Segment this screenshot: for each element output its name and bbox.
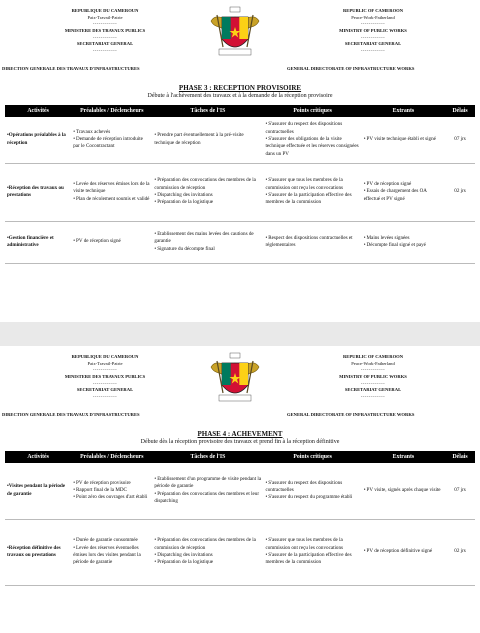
header-left-separator: ------------: [92, 393, 118, 399]
deadline-cell: 02 jrs: [445, 519, 475, 585]
deadline-cell: 02 jrs: [445, 163, 475, 221]
list-item: • Plan de récolement soumis et validé: [73, 196, 150, 203]
column-header: Délais: [445, 451, 475, 463]
deadline-cell: 07 jrs: [445, 117, 475, 163]
prerequisites-cell: [71, 163, 152, 221]
header-right-direction: GENERAL DIRECTORATE OF INFRASTRUCTURE WORKS: [287, 66, 415, 71]
list-item: • PV de réception provisoire: [73, 480, 150, 487]
table-row: [5, 519, 475, 585]
header-right-line: Peace-Work-Fatherland: [351, 14, 395, 20]
list-item: • Essais de chargement des OA effectué et PV signé: [364, 188, 443, 203]
tasks-cell: [152, 163, 263, 221]
phase-table: [5, 451, 475, 586]
header-left-line: REPUBLIQUE DU CAMEROUN: [71, 354, 139, 359]
header-left-separator: ------------: [92, 21, 118, 27]
header-left-line: Paix-Travail-Patrie: [87, 14, 123, 20]
list-item: • Signature du décompte final: [154, 246, 261, 253]
header-left-line: SECRETARIAT GENERAL: [76, 41, 134, 47]
header-left-block: [20, 8, 190, 55]
list-item: • Prendre part éventuellement à la pré-visite technique de réception: [154, 132, 261, 147]
header-right-block: [288, 354, 458, 401]
header-left-line: SECRETARIAT GENERAL: [76, 387, 134, 393]
phase-subtitle: Débute dès la réception provisoire des travaux et prend fin à la réception définitive: [140, 439, 340, 445]
list-item: • PV visite, signés après chaque visite: [364, 487, 443, 494]
list-item: • Travaux achevés: [73, 129, 150, 136]
list-item: • Demande de réception introduite par le Cocontractant: [73, 136, 150, 151]
list-item: • Levée des réserves éventuelles émises lors des visites pendant la période de garantie: [73, 545, 150, 567]
header-left-line: REPUBLIQUE DU CAMEROUN: [71, 8, 139, 13]
outputs-cell: [362, 221, 445, 263]
list-item: • Rapport final de la MDC: [73, 487, 150, 494]
list-item: • Dispatching des invitations: [154, 192, 261, 199]
list-item: • S'assurer du respect du programme établi: [265, 494, 359, 501]
activity-cell: •Réception des travaux ou prestations: [5, 163, 71, 221]
header-left-direction: DIRECTION GENERALE DES TRAVAUX D'INFRASTRUCTURES: [2, 412, 140, 417]
tasks-cell: [152, 463, 263, 519]
header-left-direction: DIRECTION GENERALE DES TRAVAUX D'INFRASTRUCTURES: [2, 66, 140, 71]
list-item: • Décompte final signé et payé: [364, 242, 443, 249]
header-right-separator: ------------: [360, 367, 386, 373]
prerequisites-cell: [71, 117, 152, 163]
list-item: • Etablissement d'un programme de visite pendant la période de garantie: [154, 476, 261, 491]
list-item: • S'assurer du respect des dispositions contractuelles: [265, 480, 359, 495]
critical-points-cell: [263, 117, 361, 163]
critical-points-cell: [263, 163, 361, 221]
phase-subtitle: Débute à l'achèvement des travaux et à la demande de la réception provisoire: [147, 93, 333, 99]
list-item: • Durée de garantie consommée: [73, 537, 150, 544]
outputs-cell: [362, 463, 445, 519]
activity-cell: •Visites pendant la période de garantie: [5, 463, 71, 519]
list-item: • Point zéro des ouvrages d'art établi: [73, 494, 150, 501]
column-header: Extrants: [362, 451, 445, 463]
outputs-cell: [362, 117, 445, 163]
activity-cell: •Opérations préalables à la réception: [5, 117, 71, 163]
table-header-row: [5, 451, 475, 463]
column-header: Extrants: [362, 105, 445, 117]
header-right-separator: ------------: [360, 393, 386, 399]
phase-title: PHASE 3 : RECEPTION PROVISOIRE: [178, 84, 302, 92]
list-item: • Respect des dispositions contractuelles et réglementaires: [265, 235, 359, 250]
list-item: • PV de réception signé: [73, 238, 150, 245]
activity-cell: •Gestion financière et administrative: [5, 221, 71, 263]
header-right-separator: ------------: [360, 47, 386, 53]
tasks-cell: [152, 519, 263, 585]
header-right-line: Peace-Work-Fatherland: [351, 360, 395, 366]
tasks-cell: [152, 221, 263, 263]
list-item: • Mains levées signées: [364, 235, 443, 242]
list-item: • Préparation de la logistique: [154, 559, 261, 566]
prerequisites-cell: [71, 519, 152, 585]
column-header: Points critiques: [263, 451, 361, 463]
list-item: • Levée des réserves émises lors de la visite technique: [73, 181, 150, 196]
list-item: • PV visite technique établi et signé: [364, 136, 443, 143]
header-left-line: MINISTERE DES TRAVAUX PUBLICS: [64, 373, 146, 379]
column-header: Tâches de l'IS: [152, 105, 263, 117]
header-right-separator: ------------: [360, 21, 386, 27]
header-right-line: REPUBLIC OF CAMEROON: [342, 354, 404, 359]
cameroon-coat-of-arms-icon: [205, 349, 265, 409]
header-right-separator: ------------: [360, 34, 386, 40]
outputs-cell: [362, 519, 445, 585]
list-item: • Préparation de la logistique: [154, 199, 261, 206]
list-item: • S'assurer de la participation effective des membres de la commission: [265, 192, 359, 207]
phase-title: PHASE 4 : ACHEVEMENT: [197, 430, 283, 438]
header-right-separator: ------------: [360, 380, 386, 386]
document-page-phase-4: [0, 346, 480, 633]
header-right-line: MINISTRY OF PUBLIC WORKS: [339, 373, 407, 379]
prerequisites-cell: [71, 463, 152, 519]
activity-cell: •Réception définitive des travaux ou prestations: [5, 519, 71, 585]
list-item: • Préparation des convocations des membres de la commission de réception: [154, 177, 261, 192]
list-item: • Préparation des convocations des membres et leur dispatching: [154, 491, 261, 506]
column-header: Points critiques: [263, 105, 361, 117]
header-right-direction: GENERAL DIRECTORATE OF INFRASTRUCTURE WORKS: [287, 412, 415, 417]
critical-points-cell: [263, 221, 361, 263]
header-left-separator: ------------: [92, 34, 118, 40]
header-left-separator: ------------: [92, 47, 118, 53]
page-header: [0, 346, 480, 428]
page-header: [0, 0, 480, 82]
list-item: • S'assurer que tous les membres de la commission ont reçu les convocations: [265, 537, 359, 552]
header-right-block: [288, 8, 458, 55]
column-header: Tâches de l'IS: [152, 451, 263, 463]
header-right-line: SECRETARIAT GENERAL: [344, 387, 402, 393]
list-item: • Préparation des convocations des membres de la commission de réception: [154, 537, 261, 552]
list-item: • PV de réception définitive signé: [364, 548, 443, 555]
list-item: • S'assurer du respect des dispositions contractuelles: [265, 121, 359, 136]
column-header: Délais: [445, 105, 475, 117]
header-left-block: [20, 354, 190, 401]
table-row: [5, 163, 475, 221]
deadline-cell: 07 jrs: [445, 463, 475, 519]
list-item: • S'assurer de la participation effective des membres de la commission: [265, 552, 359, 567]
table-row: [5, 117, 475, 163]
header-left-separator: ------------: [92, 380, 118, 386]
column-header: Préalables / Déclencheurs: [71, 105, 152, 117]
column-header: Préalables / Déclencheurs: [71, 451, 152, 463]
list-item: • Etablissement des mains levées des cautions de garantie: [154, 231, 261, 246]
cameroon-coat-of-arms-icon: [205, 3, 265, 63]
critical-points-cell: [263, 463, 361, 519]
header-left-separator: ------------: [92, 367, 118, 373]
list-item: • S'assurer que tous les membres de la commission ont reçu les convocations: [265, 177, 359, 192]
prerequisites-cell: [71, 221, 152, 263]
phase-table: [5, 105, 475, 264]
tasks-cell: [152, 117, 263, 163]
column-header: Activités: [5, 105, 71, 117]
deadline-cell: [445, 221, 475, 263]
header-right-line: MINISTRY OF PUBLIC WORKS: [339, 27, 407, 33]
list-item: • S'assurer des obligations de la visite technique effectuée et les réserves consignées dans un PV: [265, 136, 359, 158]
header-right-line: REPUBLIC OF CAMEROON: [342, 8, 404, 13]
outputs-cell: [362, 163, 445, 221]
header-left-line: MINISTERE DES TRAVAUX PUBLICS: [64, 27, 146, 33]
table-header-row: [5, 105, 475, 117]
header-left-line: Paix-Travail-Patrie: [87, 360, 123, 366]
list-item: • Dispatching des invitations: [154, 552, 261, 559]
column-header: Activités: [5, 451, 71, 463]
header-right-line: SECRETARIAT GENERAL: [344, 41, 402, 47]
list-item: • PV de réception signé: [364, 181, 443, 188]
table-row: [5, 221, 475, 263]
table-row: [5, 463, 475, 519]
critical-points-cell: [263, 519, 361, 585]
